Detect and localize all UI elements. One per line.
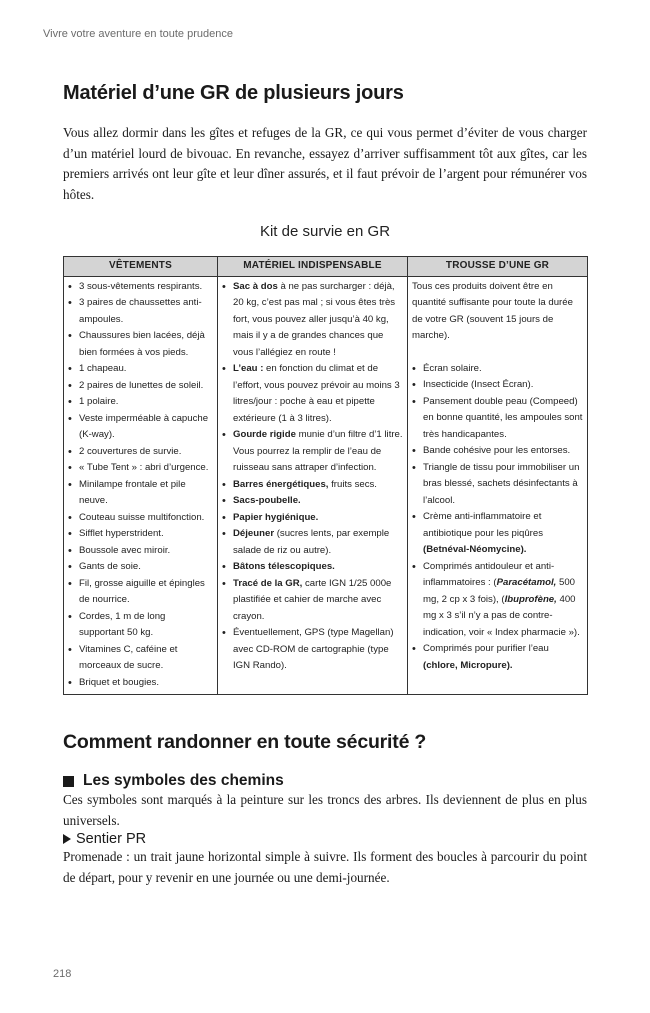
item-keyword: L’eau : (233, 363, 264, 374)
list-item: • Cordes, 1 m de long supportant 50 kg. (68, 609, 213, 642)
trousse-list (412, 361, 583, 675)
list-item: • Veste imperméable à capuche (K-way). (68, 411, 213, 444)
item-keyword: Bâtons télescopiques. (233, 561, 335, 572)
list-item: • Sifflet hyperstrident. (68, 526, 213, 543)
item-keyword: Sac à dos (233, 280, 278, 292)
item-keyword: Tracé de la GR, (233, 577, 303, 589)
list-item: • 2 paires de lunettes de soleil. (68, 378, 213, 395)
list-item: • 1 chapeau. (68, 361, 213, 378)
section-title-materiel: Matériel d’une GR de plusieurs jours (63, 82, 404, 104)
item-text: Comprimés pour purifier l’eau (423, 643, 549, 654)
list-item (222, 361, 403, 427)
list-item (222, 510, 403, 527)
item-keyword: Papier hygiénique. (233, 511, 319, 523)
item-text: Insecticide (Insect Écran). (423, 379, 534, 390)
square-bullet-icon (63, 776, 74, 787)
item-text: Pansement double peau (Compeed) en bonne quantité, les ampoules sont très handicapantes. (423, 395, 583, 440)
list-item: • Gants de soie. (68, 559, 213, 576)
item-text: (sucres lents, par exemple salade de riz ou autre). (233, 528, 390, 556)
vetements-list (68, 279, 213, 692)
item-text: Ibuprofène, (504, 593, 557, 605)
triangle-bullet-icon (63, 834, 71, 844)
trousse-intro: Tous ces produits doivent être en quantité suffisante pour toute la durée de votre GR (souvent 15 jours de marche). (412, 280, 573, 341)
list-item (222, 279, 403, 362)
survival-kit-table (63, 256, 588, 695)
list-item (412, 460, 583, 510)
list-item (222, 526, 403, 559)
item-text: Comprimés antidouleur et anti-inflammatoires : ( (423, 560, 555, 588)
item-keyword: Déjeuner (233, 528, 275, 539)
header-materiel: MATÉRIEL INDISPENSABLE (218, 257, 408, 277)
running-head: Vivre votre aventure en toute prudence (43, 28, 233, 40)
list-item: • 3 sous-vêtements respirants. (68, 279, 213, 296)
item-text: 400 mg x 3 s’il n’y a pas de contre-indication, voir « Index pharmacie »). (423, 593, 580, 638)
list-item: • 2 couvertures de survie. (68, 444, 213, 461)
list-item: • Couteau suisse multifonction. (68, 510, 213, 527)
table-header-row (64, 257, 588, 277)
list-item: • 1 polaire. (68, 394, 213, 411)
item-text: 500 mg, 2 cp x 3 fois), ( (423, 577, 575, 605)
col-trousse (408, 276, 588, 695)
item-keyword: Gourde rigide (233, 429, 296, 440)
subsubsection-title (63, 831, 587, 847)
list-item (412, 394, 583, 444)
list-item: • Briquet et bougies. (68, 675, 213, 692)
item-text: Éventuellement, GPS (type Magellan) avec CD-ROM de cartographie (type IGN Rando). (233, 627, 394, 671)
item-keyword: Barres énergétiques, (233, 478, 329, 490)
item-text: Bande cohésive pour les entorses. (423, 445, 571, 456)
list-item (412, 361, 583, 378)
item-text: Triangle de tissu pour immobiliser un bras blessé, sachets désinfectants à l’alcool. (423, 461, 580, 506)
item-text: munie d’un filtre d’1 litre. Vous pourrez la remplir de l’eau de ruisseau sans attraper d’infection. (233, 429, 403, 473)
subsection-paragraph: Ces symboles sont marqués à la peinture sur les troncs des arbres. Ils deviennent de plus en plus universels. (63, 792, 587, 828)
item-text: carte IGN 1/25 000e plastifiée et cahier de marche avec crayon. (233, 577, 392, 622)
item-text: (chlore, Micropure). (423, 659, 513, 671)
item-text: Paracétamol, (496, 577, 557, 588)
materiel-list (222, 279, 403, 675)
list-item (412, 559, 583, 642)
subsection-title (63, 772, 587, 790)
col-vetements (64, 276, 218, 695)
header-trousse: TROUSSE D’UNE GR (408, 257, 588, 277)
item-text: Crème anti-inflammatoire et antibiotique pour les piqûres (423, 511, 544, 539)
subsubsection-title-text: Sentier PR (76, 831, 147, 847)
table-body-row (64, 276, 588, 695)
list-item (222, 625, 403, 675)
list-item (222, 427, 403, 477)
section-title-securite: Comment randonner en toute sécurité ? (63, 731, 427, 753)
list-item: • Chaussures bien lacées, déjà bien formées à vos pieds. (68, 328, 213, 361)
list-item: • 3 paires de chaussettes anti-ampoules. (68, 295, 213, 328)
item-text: à ne pas surcharger : déjà, 20 kg, c’est pas mal ; si vous êtes très fort, vous pouvez aller jusqu’à 40 kg, mais il y a de grandes chances que vous l’allégiez en route ! (233, 280, 396, 358)
list-item: • Fil, grosse aiguille et épingles de nourrice. (68, 576, 213, 609)
item-text: (Betnéval-Néomycine). (423, 544, 527, 555)
list-item (412, 641, 583, 674)
kit-title: Kit de survie en GR (259, 223, 391, 240)
list-item (222, 576, 403, 626)
list-item (412, 443, 583, 460)
list-item (222, 477, 403, 494)
subsection-title-text: Les symboles des chemins (83, 772, 284, 789)
col-materiel (218, 276, 408, 695)
list-item: • Boussole avec miroir. (68, 543, 213, 560)
list-item: • Minilampe frontale et pile neuve. (68, 477, 213, 510)
list-item (222, 559, 403, 576)
page-number: 218 (53, 968, 72, 980)
list-item: • « Tube Tent » : abri d’urgence. (68, 460, 213, 477)
list-item (222, 493, 403, 510)
list-item (412, 377, 583, 394)
page-content (63, 82, 587, 888)
item-keyword: Sacs-poubelle. (233, 495, 301, 506)
header-vetements: VÊTEMENTS (64, 257, 218, 277)
intro-paragraph: Vous allez dormir dans les gîtes et refuges de la GR, ce qui vous permet d’éviter de vous charger d’un matériel lourd de bivouac. En revanche, essayez d’arriver suffisamment tôt aux gîtes, car les premiers arrivés ont leur gîte et leur dîner assurés, et il faut prévoir de l’argent pour rémunérer vos hôtes. (63, 125, 587, 202)
item-text: Écran solaire. (423, 362, 482, 374)
list-item (412, 509, 583, 559)
item-text: en fonction du climat et de l’effort, vous pouvez prévoir au moins 3 litres/jour : poche à eau et pipette extérieure (1 à 3 litres). (233, 363, 400, 424)
list-item: • Vitamines C, caféine et morceaux de sucre. (68, 642, 213, 675)
item-text: fruits secs. (328, 478, 377, 490)
subsubsection-paragraph: Promenade : un trait jaune horizontal simple à suivre. Ils forment des boucles à parcourir du point de départ, pour y revenir en une journée ou une demi-journée. (63, 849, 587, 885)
